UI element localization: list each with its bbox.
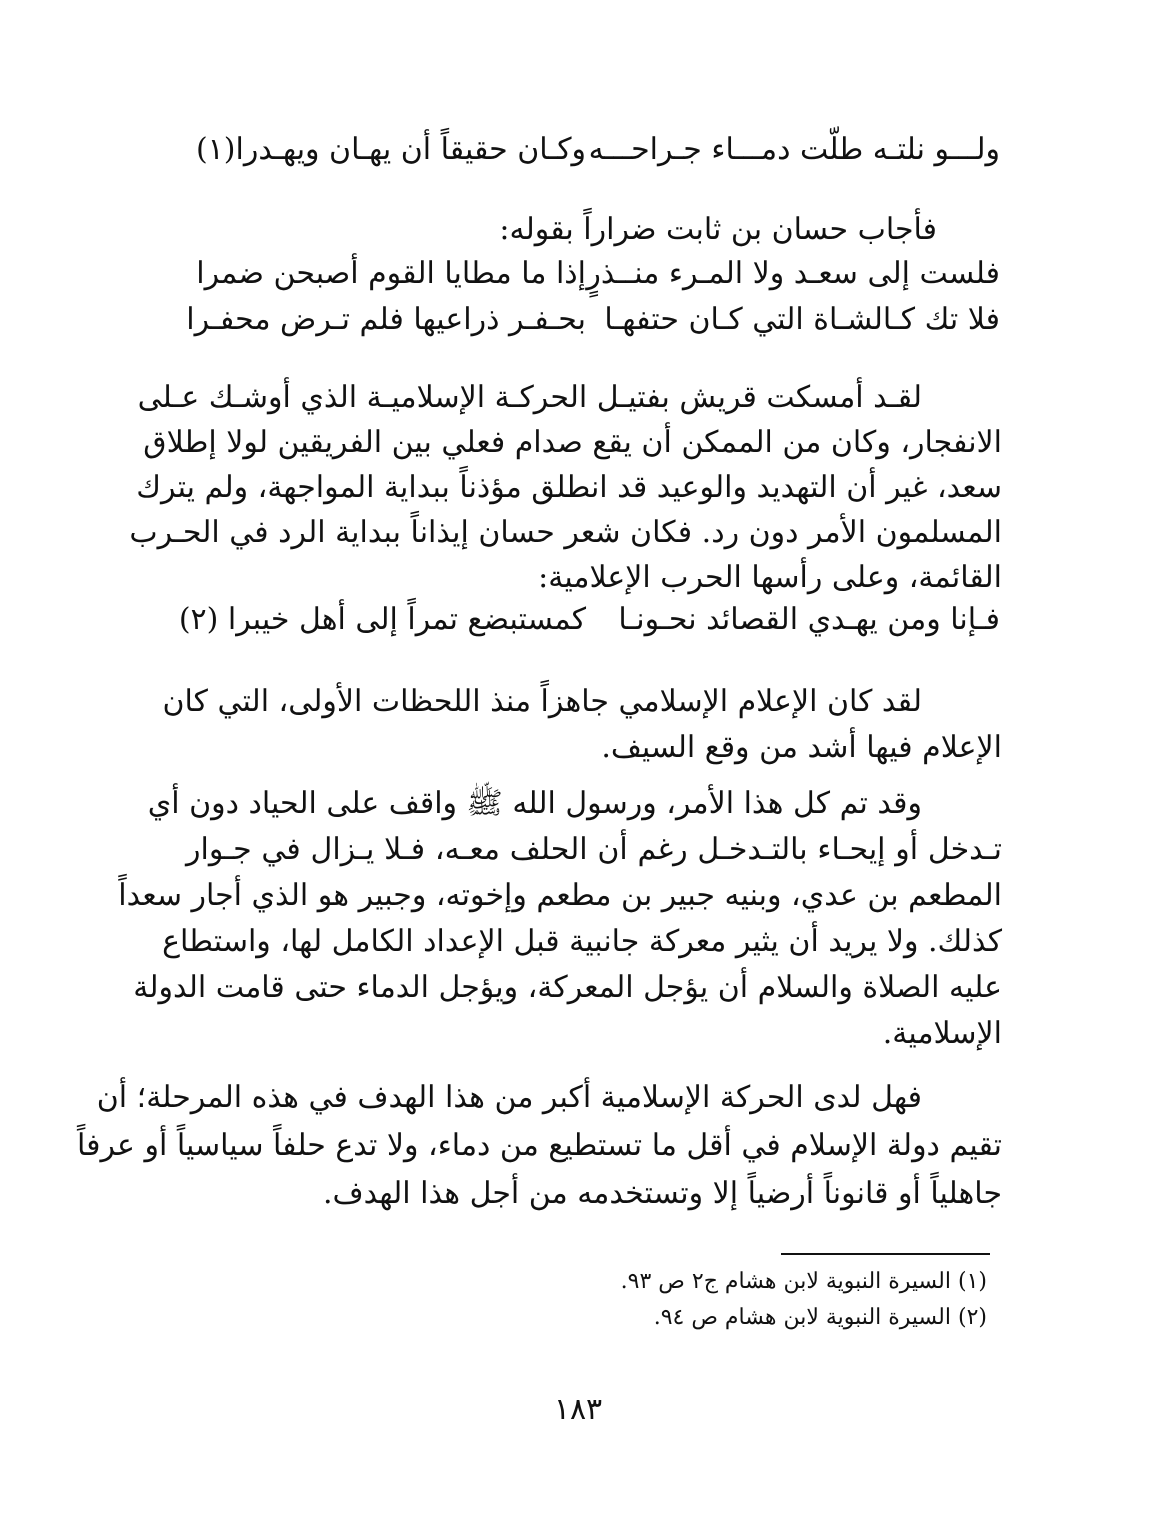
- verse-1-second-hemistich: وكـان حقيقاً أن يهـان ويهـدرا(١): [195, 132, 586, 167]
- paragraph-1-line: الانفجار، وكان من الممكن أن يقع صدام فعلي بين الفريقين لولا إطلاق: [143, 425, 1002, 460]
- paragraph-3-line: كذلك. ولا يريد أن يثير معركة جانبية قبل الإعداد الكامل لها، واستطاع: [162, 924, 1002, 959]
- verse-2-first-hemistich: فلست إلى سعـد ولا المـرء منــذرٍ: [586, 256, 1000, 291]
- verse-2-second-hemistich: إذا ما مطايا القوم أصبحن ضمرا: [196, 256, 586, 291]
- intro-line: فأجاب حسان بن ثابت ضراراً بقوله:: [499, 212, 937, 247]
- paragraph-4-line: فهل لدى الحركة الإسلامية أكبر من هذا الهدف في هذه المرحلة؛ أن: [96, 1080, 922, 1115]
- footnote-2: (٢) السيرة النبوية لابن هشام ص ٩٤.: [653, 1305, 987, 1330]
- verse-3-first-hemistich: فلا تك كـالشـاة التي كـان حتفهـا: [604, 302, 1000, 337]
- paragraph-3-line: عليه الصلاة والسلام أن يؤجل المعركة، ويؤجل الدماء حتى قامت الدولة: [133, 970, 1002, 1005]
- paragraph-3-line: المطعم بن عدي، وبنيه جبير بن مطعم وإخوته، وجبير هو الذي أجار سعداً: [118, 878, 1002, 913]
- paragraph-1-line: القائمة، وعلى رأسها الحرب الإعلامية:: [538, 560, 1002, 595]
- paragraph-3-line: وقد تم كل هذا الأمر، ورسول الله ﷺ واقف على الحياد دون أي: [147, 786, 922, 821]
- verse-3-second-hemistich: بحـفـر ذراعيها فلم تـرض محفـرا: [186, 302, 586, 337]
- paragraph-1-line: سعد، غير أن التهديد والوعيد قد انطلق مؤذناً ببداية المواجهة، ولم يترك: [136, 470, 1002, 505]
- verse-4-first-hemistich: فـإنا ومن يهـدي القصائد نحـونـا: [618, 602, 1000, 637]
- paragraph-3-line: تـدخل أو إيحـاء بالتـدخـل رغم أن الحلف معـه، فـلا يـزال في جـوار: [186, 832, 1002, 867]
- footnote-1: (١) السيرة النبوية لابن هشام ج٢ ص ٩٣.: [620, 1269, 987, 1294]
- paragraph-1-line: المسلمون الأمر دون رد. فكان شعر حسان إيذاناً ببداية الرد في الحـرب: [129, 515, 1002, 550]
- paragraph-4-line: جاهلياً أو قانوناً أرضياً إلا وتستخدمه من أجل هذا الهدف.: [322, 1176, 1002, 1211]
- paragraph-1-line: لقـد أمسكت قريش بفتيـل الحركـة الإسلاميـة الذي أوشـك عـلى: [137, 380, 922, 415]
- paragraph-2-line: لقد كان الإعلام الإسلامي جاهزاً منذ اللحظات الأولى، التي كان: [162, 684, 922, 719]
- page-number: ١٨٣: [553, 1392, 603, 1427]
- paragraph-4-line: تقيم دولة الإسلام في أقل ما تستطيع من دماء، ولا تدع حلفاً سياسياً أو عرفاً: [77, 1128, 1002, 1163]
- verse-4-second-hemistich: كمستبضع تمراً إلى أهل خيبرا (٢): [178, 602, 586, 637]
- verse-1-first-hemistich: ولـــو نلتـه طلّت دمـــاء جـراحـــه: [588, 132, 1000, 167]
- paragraph-3-line: الإسلامية.: [882, 1016, 1002, 1051]
- footnote-separator: [781, 1253, 990, 1255]
- paragraph-2-line: الإعلام فيها أشد من وقع السيف.: [601, 730, 1002, 765]
